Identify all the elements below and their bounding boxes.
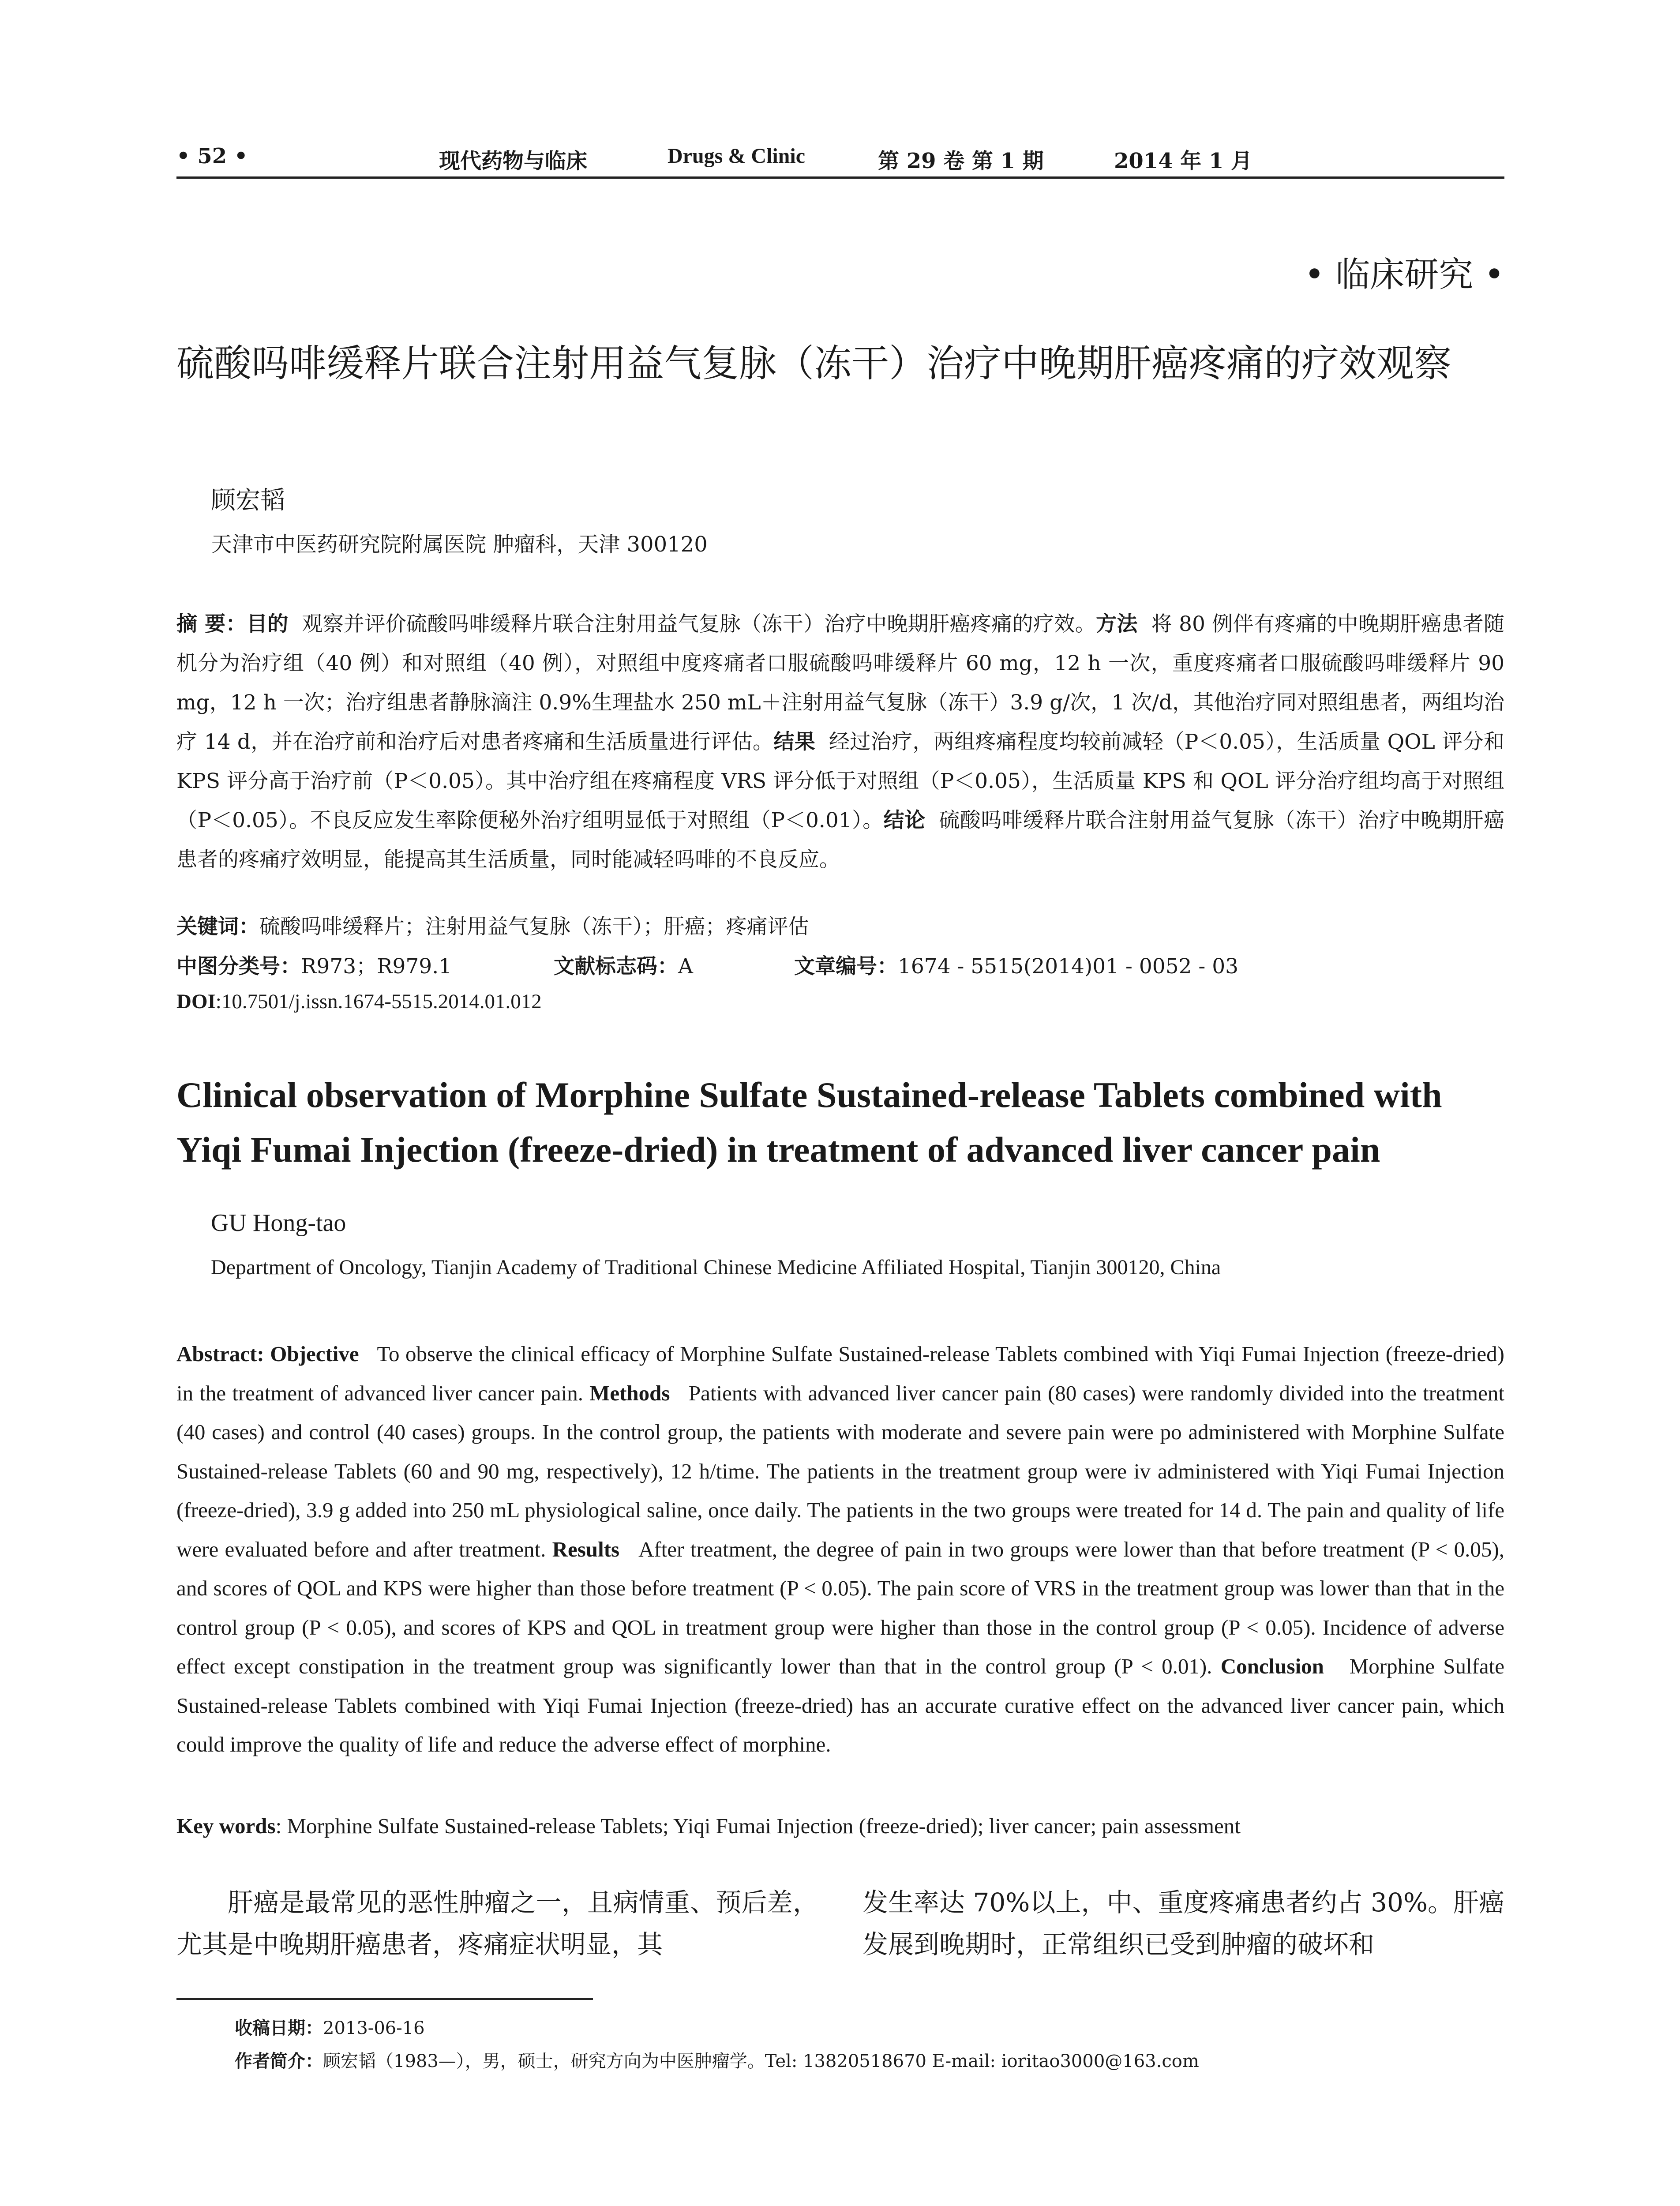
conclusion-cn-text: 硫酸吗啡缓释片联合注射用益气复脉（冻干）治疗中晚期肝癌患者的疼痛疗效明显，能提高其生活质量，同时能减轻吗啡的不良反应。 — [176, 808, 1505, 872]
page-number: • 52 • — [176, 144, 248, 169]
results-en-label: Results — [552, 1537, 620, 1561]
clc-number — [176, 950, 452, 979]
abstract-cn-label: 摘 要： — [176, 612, 247, 636]
methods-cn-text: 将 80 例伴有疼痛的中晚期肝癌患者随机分为治疗组（40 例）和对照组（40 例），对照组中度疼痛者口服硫酸吗啡缓释片 60 mg，12 h 一次，重度疼痛者口服硫酸吗啡缓释片 90 mg，12 h 一次；治疗组患者静脉滴注 0.9%生理盐水 250 mL＋注射用益气复脉（冻干）3.9 g/次，1 次/d，其他治疗同对照组患者，两组均治疗 14 d，并在治疗前和治疗后对患者疼痛和生活质量进行评估。 — [176, 612, 1504, 754]
clc-value: R973；R979.1 — [301, 954, 452, 979]
doi-value[interactable]: :10.7501/j.issn.1674-5515.2014.01.012 — [215, 990, 542, 1013]
affiliation-cn: 天津市中医药研究院附属医院 肿瘤科，天津 300120 — [211, 532, 708, 557]
methods-en-label: Methods — [589, 1381, 670, 1405]
article-no-value: 1674 - 5515(2014)01 - 0052 - 03 — [898, 954, 1239, 979]
received-date: 2013-06-16 — [323, 2018, 425, 2038]
methods-en-text: Patients with advanced liver cancer pain (80 cases) were randomly divided into the treatment (40 cases) and control (40 cases) groups. In the control group, the patients with moderate and severe pain were po administered with Morphine Sulfate Sustained-release Tablets (60 and 90 mg, respectively), 12 h/time. The patients in the treatment group were iv administered with Yiqi Fumai Injection (freeze-dried), 3.9 g added into 250 mL physiological saline, once daily. The patients in the two groups were treated for 14 d. The pain and quality of life were evaluated before and after treatment. — [176, 1381, 1504, 1561]
abstract-en-label: Abstract: Objective — [176, 1342, 359, 1366]
abstract-cn — [176, 604, 1504, 879]
abstract-en — [176, 1335, 1504, 1764]
running-head — [176, 140, 1504, 179]
bio-text: 顾宏韬（1983—），男，硕士，研究方向为中医肿瘤学。Tel: 13820518670 E-mail: ioritao3000@163.com — [323, 2051, 1199, 2071]
body-column-left: 肝癌是最常见的恶性肿瘤之一，且病情重、预后差，尤其是中晚期肝癌患者，疼痛症状明显，其 — [176, 1887, 818, 1959]
doi — [176, 990, 542, 1013]
keywords-en-label: Key words — [176, 1814, 276, 1838]
volume-issue: 第 29 卷 第 1 期 — [878, 149, 1044, 173]
results-en-text: After treatment, the degree of pain in two groups were lower than that before treatment (P < 0.05), and scores of QOL and KPS were higher than those before treatment (P < 0.05). The pain score of VRS in the treatment group was lower than that in the control group (P < 0.05), and scores of KPS and QOL in treatment group were higher than those in the control group (P < 0.05). Incidence of adverse effect except constipation in the treatment group was significantly lower than that in the control group (P < 0.01). — [176, 1537, 1504, 1678]
footnote-author-bio — [235, 2047, 1199, 2072]
article-title-en: Clinical observation of Morphine Sulfate Sustained-release Tablets combined with Yiqi Fumai Injection (freeze-dried) in treatment of advanced liver cancer pain — [176, 1075, 1442, 1170]
journal-name-en: Drugs & Clinic — [668, 144, 805, 168]
article-number — [794, 950, 1238, 979]
document-code — [554, 950, 693, 979]
affiliation-en: Department of Oncology, Tianjin Academy of Traditional Chinese Medicine Affiliated Hospital, Tianjin 300120, China — [211, 1256, 1221, 1279]
results-cn-text: 经过治疗，两组疼痛程度均较前减轻（P＜0.05），生活质量 QOL 评分和 KPS 评分高于治疗前（P＜0.05）。其中治疗组在疼痛程度 VRS 评分低于对照组（P＜0.05），生活质量 KPS 和 QOL 评分治疗组均高于对照组（P＜0.05）。不良反应发生率除便秘外治疗组明显低于对照组（P＜0.01）。 — [176, 730, 1504, 833]
bio-label: 作者简介： — [235, 2051, 323, 2071]
conclusion-cn-label: 结论 — [883, 808, 926, 833]
keywords-en-text: : Morphine Sulfate Sustained-release Tablets; Yiqi Fumai Injection (freeze-dried); liver cancer; pain assessment — [275, 1814, 1241, 1838]
keywords-cn — [176, 910, 809, 940]
objective-cn-label: 目的 — [246, 612, 289, 636]
article-no-label: 文章编号： — [794, 954, 898, 979]
author-cn: 顾宏韬 — [211, 486, 285, 515]
journal-name-cn: 现代药物与临床 — [439, 149, 588, 173]
methods-cn-label: 方法 — [1096, 612, 1138, 636]
doc-code-value: A — [678, 954, 693, 979]
footnote-divider — [176, 1998, 593, 2000]
footnote-received — [235, 2014, 425, 2039]
doi-label: DOI — [176, 990, 216, 1013]
doc-code-label: 文献标志码： — [554, 954, 678, 979]
received-label: 收稿日期： — [235, 2018, 323, 2038]
clc-label: 中图分类号： — [176, 954, 301, 979]
section-label: • 临床研究 • — [1304, 255, 1504, 295]
author-en: GU Hong-tao — [211, 1209, 346, 1237]
objective-en-text: To observe the clinical efficacy of Morphine Sulfate Sustained-release Tablets combined with Yiqi Fumai Injection (freeze-dried) in the treatment of advanced liver cancer pain. — [176, 1342, 1505, 1405]
objective-cn-text: 观察并评价硫酸吗啡缓释片联合注射用益气复脉（冻干）治疗中晚期肝癌疼痛的疗效。 — [302, 612, 1096, 636]
article-title-cn: 硫酸吗啡缓释片联合注射用益气复脉（冻干）治疗中晚期肝癌疼痛的疗效观察 — [176, 342, 1452, 386]
body-column-right: 发生率达 70%以上，中、重度疼痛患者约占 30%。肝癌发展到晚期时，正常组织已受到肿瘤的破坏和 — [862, 1887, 1504, 1959]
results-cn-label: 结果 — [773, 730, 816, 754]
keywords-cn-text: 硫酸吗啡缓释片；注射用益气复脉（冻干）；肝癌；疼痛评估 — [259, 915, 809, 939]
keywords-en — [176, 1813, 1241, 1838]
issue-date: 2014 年 1 月 — [1114, 149, 1252, 173]
conclusion-en-label: Conclusion — [1220, 1654, 1324, 1678]
conclusion-en-text: Morphine Sulfate Sustained-release Tablets combined with Yiqi Fumai Injection (freeze-dried) has an accurate curative effect on the advanced liver cancer pain, which could improve the quality of life and reduce the adverse effect of morphine. — [176, 1654, 1504, 1756]
keywords-cn-label: 关键词： — [176, 915, 259, 939]
